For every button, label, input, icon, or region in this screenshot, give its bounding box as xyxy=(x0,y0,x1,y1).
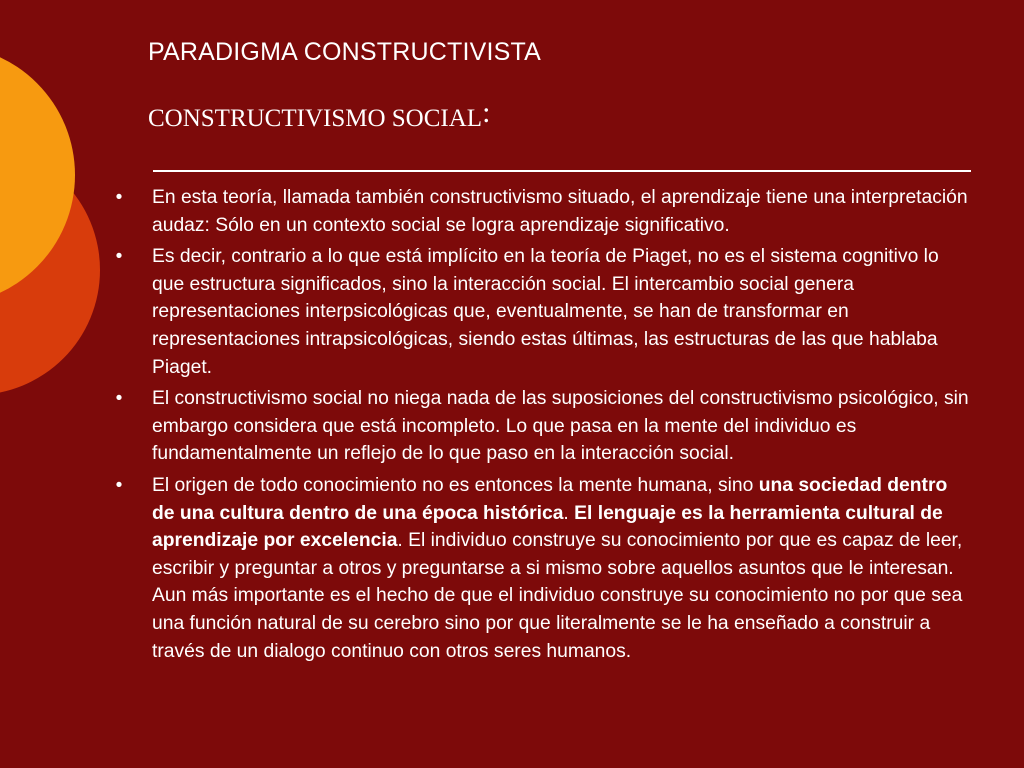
subtitle-colon: : xyxy=(482,96,491,129)
bullet-text-bold: una sociedad dentro de una cultura dentro de una época histórica xyxy=(152,474,948,524)
bullet-list xyxy=(112,184,972,669)
slide-title: PARADIGMA CONSTRUCTIVISTA xyxy=(148,38,542,66)
bullet-text: En esta teoría, llamada también constructivismo situado, el aprendizaje tiene una interpretación audaz: Sólo en un contexto social se logra aprendizaje significativo. xyxy=(152,187,968,236)
bullet-item xyxy=(112,243,972,381)
title-divider xyxy=(153,170,971,172)
bullet-item xyxy=(112,385,972,468)
bullet-text-part: . El individuo construye su conocimiento por que es capaz de leer, escribir y preguntar a otros y preguntarse a si mismo sobre aquellos asuntos que le interesan. Aun más importante es el hecho de que el individuo construye su conocimiento no por que sea una función natural de su cerebro sino por que literalmente se le ha enseñado a construir a través de un dialogo continuo con otros seres humanos. xyxy=(152,530,963,662)
bullet-text-part: . xyxy=(563,502,575,524)
bullet-text-part: El origen de todo conocimiento no es entonces la mente humana, sino xyxy=(152,474,759,496)
bullet-dot: • xyxy=(115,388,123,410)
bullet-dot: • xyxy=(115,474,123,496)
bullet-item xyxy=(112,472,972,665)
bullet-item xyxy=(112,184,972,239)
bullet-text: Es decir, contrario a lo que está implícito en la teoría de Piaget, no es el sistema cognitivo lo que estructura significados, sino la interacción social. El intercambio social genera representaciones interpsicológicas que, eventualmente, se han de transformar en representaciones intrapsicológicas, siendo estas últimas, las estructuras de las que hablaba Piaget. xyxy=(152,246,939,378)
bullet-text: El constructivismo social no niega nada de las suposiciones del constructivismo psicológico, sin embargo considera que está incompleto. Lo que pasa en la mente del individuo es fundamentalmente un reflejo de lo que paso en la interacción social. xyxy=(152,388,969,465)
bullet-text xyxy=(152,472,972,665)
bullet-text-bold: El lenguaje es la herramienta cultural de aprendizaje por excelencia xyxy=(152,502,943,552)
slide-subtitle xyxy=(148,96,491,134)
bullet-dot: • xyxy=(115,246,123,268)
bullet-dot: • xyxy=(115,187,123,208)
subtitle-text: CONSTRUCTIVISMO SOCIAL xyxy=(148,105,483,132)
